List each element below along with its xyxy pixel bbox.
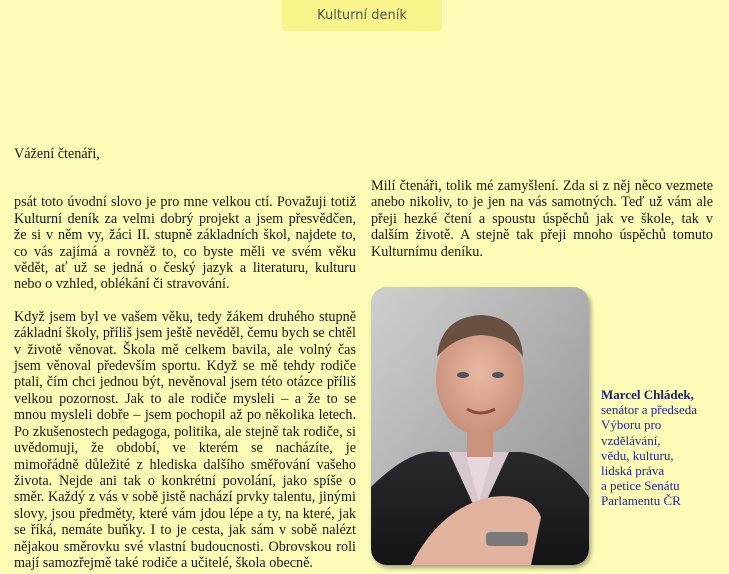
caption-line: senátor a předseda xyxy=(601,402,698,418)
portrait-illustration xyxy=(371,287,589,565)
caption-line: Výboru pro xyxy=(601,417,662,433)
caption-line: Parlamentu ČR xyxy=(601,493,681,509)
spacer xyxy=(14,293,356,309)
paragraph-2: Když jsem byl ve vašem věku, tedy žákem druhého stupně základní školy, příliš jsem ještě nevěděl, čemu bych se chtěl v životě věnovat. Škola mě celkem bavila, ale volný čas jsem věnoval především sportu. Když se mě tehdy rodiče ptali, čím chci jednou být, nevěnoval jsem této otázce příliš velkou pozornost. Jak to ale rodiče mysleli – a že to se mnou mysleli dobře – jsem pochopil až po několika letech. Po zkušenostech pedagoga, politika, ale stejně tak rodiče, si uvědomuji, že období, ve kterém se nacházíte, je mimořádně důležité z hlediska dalšího směřování vašeho života. Nejde ani tak o konkrétní povolání, jako spíše o směr. Každý z vás v sobě jistě nachází prvky talentu, jinými slovy, jsou předměty, které vám jdou lépe a ty, na které, jak se říká, nemáte buňky. I to je cesta, jak sám v sobě nalézt nějakou směrovku své vlastní budoucnosti. Obrovskou roli mají samozřejmě také rodiče a učitelé, škola obecně. xyxy=(14,308,356,571)
header-tab xyxy=(282,0,442,31)
paragraph-1: psát toto úvodní slovo je pro mne velkou ctí. Považuji totiž Kulturní deník za velmi dobrý projekt a jsem přesvědčen, že si v něm vy, žáci II. stupně základních škol, najdete to, co vás zajímá a rovněž to, co byste měli ve svém věku vědět, ať už se jedná o český jazyk a literaturu, kulturu nebo o vzhled, oblékání či stravování. xyxy=(14,194,356,293)
author-name: Marcel Chládek, xyxy=(601,387,694,402)
author-photo xyxy=(371,287,589,565)
letter-right-column xyxy=(371,178,713,260)
spacer xyxy=(14,178,356,194)
salutation: Vážení čtenáři, xyxy=(14,146,100,162)
letter-left-column xyxy=(14,146,356,571)
caption-line: vzdělávání, xyxy=(601,432,661,448)
paragraph-3: Milí čtenáři, tolik mé zamyšlení. Zda si z něj něco vezmete anebo nikoliv, to je jen na vás samotných. Teď už vám ale přeji hezké čtení a spoustu úspěchů jak ve škole, tak v dalším životě. A stejně tak přeji mnoho úspěchů tomuto Kulturnímu deníku. xyxy=(371,178,713,260)
photo-caption xyxy=(601,387,726,509)
caption-line: a petice Senátu xyxy=(601,478,680,494)
caption-line: vědu, kulturu, xyxy=(601,447,674,463)
page-title: Kulturní deník xyxy=(317,8,407,23)
caption-line: lidská práva xyxy=(601,463,665,479)
